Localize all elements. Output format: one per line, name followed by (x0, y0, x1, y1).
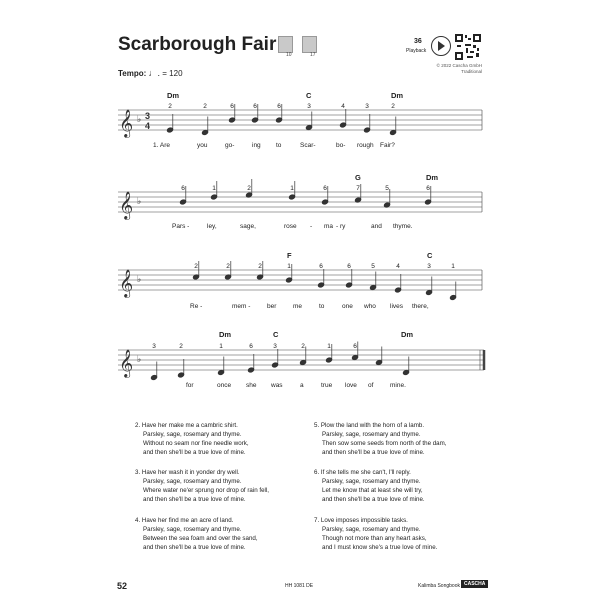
kalimba-tine-number: 6 (426, 185, 430, 192)
kalimba-tine-number: 1 (212, 185, 216, 192)
treble-clef-icon: 𝄞 (119, 269, 134, 297)
chord-symbol: C (306, 91, 312, 100)
kalimba-tine-number: 6 (253, 103, 257, 110)
verse-line: 6. If she tells me she can't, I'll reply. (314, 469, 411, 476)
lyric-syllable: Re - (190, 303, 203, 310)
kalimba-tine-number: 6 (277, 103, 281, 110)
playback-label: Playback (406, 48, 427, 54)
kalimba-tine-number: 1 (327, 343, 331, 350)
kalimba-tine-number: 2 (194, 263, 198, 270)
cd-track-number: 17 (310, 52, 316, 58)
lyric-syllable: who (364, 303, 376, 310)
song-title: Scarborough Fair (118, 34, 277, 55)
lyric-syllable: and (371, 223, 382, 230)
lyric-syllable: ber (267, 303, 277, 310)
kalimba-tine-number: 3 (427, 263, 431, 270)
verse-line: Between the sea foam and over the sand, (143, 535, 258, 543)
lyric-syllable: one (342, 303, 353, 310)
lyric-syllable: mem - (232, 303, 251, 310)
kalimba-tine-number: 2 (247, 185, 251, 192)
flat-icon: ♭ (137, 115, 142, 125)
verse-6 (314, 468, 425, 504)
lyric-syllable: she (246, 382, 257, 389)
product-code: HH 1081 DE (285, 583, 314, 589)
tempo-label: Tempo: (118, 69, 147, 78)
lyric-syllable: you (197, 142, 208, 149)
verse-line: 4. Have her find me an acre of land. (135, 517, 234, 524)
flat-icon: ♭ (137, 197, 142, 207)
kalimba-tine-number: 1 (290, 185, 294, 192)
verse-line: Parsley, sage, rosemary and thyme. (322, 478, 421, 486)
lyric-syllable: lives (390, 303, 404, 310)
kalimba-tine-number: 2 (391, 103, 395, 110)
verse-line: Let me know that at least she will try, (322, 487, 423, 495)
verse-line: and I must know she's a true love of mine. (322, 544, 438, 552)
lyric-syllable: to (276, 142, 282, 149)
verse-5 (314, 421, 447, 457)
lyric-syllable: rough (357, 142, 374, 149)
time-signature-bottom: 4 (145, 121, 151, 131)
lyric-syllable: sage, (240, 223, 256, 230)
chord-symbol: C (427, 251, 433, 260)
lyric-syllable: Scar- (300, 142, 316, 149)
kalimba-tine-number: 6 (230, 103, 234, 110)
lyric-syllable: of (368, 382, 374, 389)
treble-clef-icon: 𝄞 (119, 349, 134, 377)
verse-line: and then she'll be a true love of mine. (322, 449, 425, 457)
tempo-value: = 120 (162, 69, 183, 78)
lyric-syllable: 1. Are (153, 142, 170, 149)
lyric-syllable: for (186, 382, 194, 389)
kalimba-tine-number: 2 (258, 263, 262, 270)
lyric-syllable: bo- (336, 142, 346, 149)
verse-4 (135, 516, 258, 552)
copyright-line: © 2022 Cascha GmbH (436, 63, 482, 68)
kalimba-tine-number: 2 (226, 263, 230, 270)
lyric-syllable: - ry (336, 223, 346, 230)
kalimba-tine-number: 2 (179, 343, 183, 350)
book-title: Kalimba Songbook (418, 583, 460, 589)
verse-line: and then she'll be a true love of mine. (143, 544, 246, 552)
lyric-syllable: - (310, 223, 313, 230)
kalimba-tine-number: 6 (319, 263, 323, 270)
page-number: 52 (117, 581, 128, 591)
lyric-syllable: go- (225, 142, 235, 149)
time-signature-top: 3 (145, 111, 151, 121)
lyric-syllable: true (321, 382, 333, 389)
kalimba-tine-number: 2 (301, 343, 305, 350)
verse-line: Parsley, sage, rosemary and thyme. (143, 478, 242, 486)
lyric-syllable: me (293, 303, 303, 310)
verse-line: and then she'll be a true love of mine. (143, 449, 246, 457)
kalimba-tine-number: 5 (385, 185, 389, 192)
treble-clef-icon: 𝄞 (119, 109, 134, 137)
verse-line: and then she'll be a true love of mine. (322, 496, 425, 504)
lyric-syllable: was (271, 382, 283, 389)
cd-track-number: 10 (286, 52, 292, 58)
chord-symbol: Dm (219, 330, 232, 339)
kalimba-tine-number: 1 (287, 263, 291, 270)
lyric-syllable: love (345, 382, 357, 389)
chord-symbol: Dm (401, 330, 414, 339)
kalimba-tine-number: 6 (353, 343, 357, 350)
chord-symbol: C (273, 330, 279, 339)
verse-line: Where water ne'er sprung nor drop of rain fell, (143, 487, 270, 495)
kalimba-tine-number: 1 (219, 343, 223, 350)
verse-line: Though not more than any heart asks, (322, 535, 427, 543)
lyric-syllable: ma (324, 223, 334, 230)
verse-line: Parsley, sage, rosemary and thyme. (143, 526, 242, 534)
kalimba-tine-number: 4 (396, 263, 400, 270)
kalimba-tine-number: 3 (152, 343, 156, 350)
verse-2 (135, 421, 249, 457)
kalimba-tine-number: 2 (168, 103, 172, 110)
brand-logo: CASCHA (461, 580, 488, 588)
verse-line: Parsley, sage, rosemary and thyme. (322, 526, 421, 534)
chord-symbol: Dm (426, 173, 439, 182)
kalimba-tine-number: 6 (323, 185, 327, 192)
lyric-syllable: Pars - (172, 223, 190, 230)
verse-line: 3. Have her wash it in yonder dry well. (135, 469, 240, 476)
kalimba-tine-number: 6 (181, 185, 185, 192)
kalimba-tine-number: 6 (249, 343, 253, 350)
lyric-syllable: a (300, 382, 304, 389)
lyric-syllable: rose (284, 223, 297, 230)
lyric-syllable: mine. (390, 382, 406, 389)
lyric-syllable: thyme. (393, 223, 413, 230)
kalimba-tine-number: 6 (347, 263, 351, 270)
kalimba-tine-number: 1 (451, 263, 455, 270)
flat-icon: ♭ (137, 355, 142, 365)
kalimba-tine-number: 3 (307, 103, 311, 110)
lyric-syllable: ley, (207, 223, 217, 230)
chord-symbol: Dm (167, 91, 180, 100)
lyric-syllable: to (319, 303, 325, 310)
dotted-half-note-icon: ♩. (148, 68, 161, 78)
verse-7 (314, 516, 437, 552)
verse-line: Parsley, sage, rosemary and thyme. (143, 431, 242, 439)
lyric-syllable: ing (252, 142, 261, 149)
verse-line: 2. Have her make me a cambric shirt. (135, 422, 238, 429)
treble-clef-icon: 𝄞 (119, 191, 134, 219)
kalimba-tine-number: 3 (365, 103, 369, 110)
composer-line: Traditional (461, 69, 482, 74)
verse-line: 7. Love imposes impossible tasks. (314, 517, 408, 524)
lyric-syllable: once (217, 382, 232, 389)
lyric-syllable: Fair? (380, 142, 395, 149)
chord-symbol: F (287, 251, 292, 260)
chord-symbol: G (355, 173, 361, 182)
playback-number: 36 (414, 38, 422, 45)
kalimba-tine-number: 5 (371, 263, 375, 270)
flat-icon: ♭ (137, 275, 142, 285)
verse-line: and then she'll be a true love of mine. (143, 496, 246, 504)
verse-line: Parsley, sage, rosemary and thyme. (322, 431, 421, 439)
kalimba-tine-number: 3 (273, 343, 277, 350)
verse-line: 5. Plow the land with the horn of a lamb. (314, 422, 425, 429)
verse-line: Without no seam nor fine needle work, (143, 440, 249, 448)
chord-symbol: Dm (391, 91, 404, 100)
kalimba-tine-number: 7 (356, 185, 360, 192)
kalimba-tine-number: 2 (203, 103, 207, 110)
kalimba-tine-number: 4 (341, 103, 345, 110)
verse-line: Then sow some seeds from north of the dam, (322, 440, 447, 448)
lyric-syllable: there, (412, 303, 429, 310)
verse-3 (135, 468, 269, 504)
